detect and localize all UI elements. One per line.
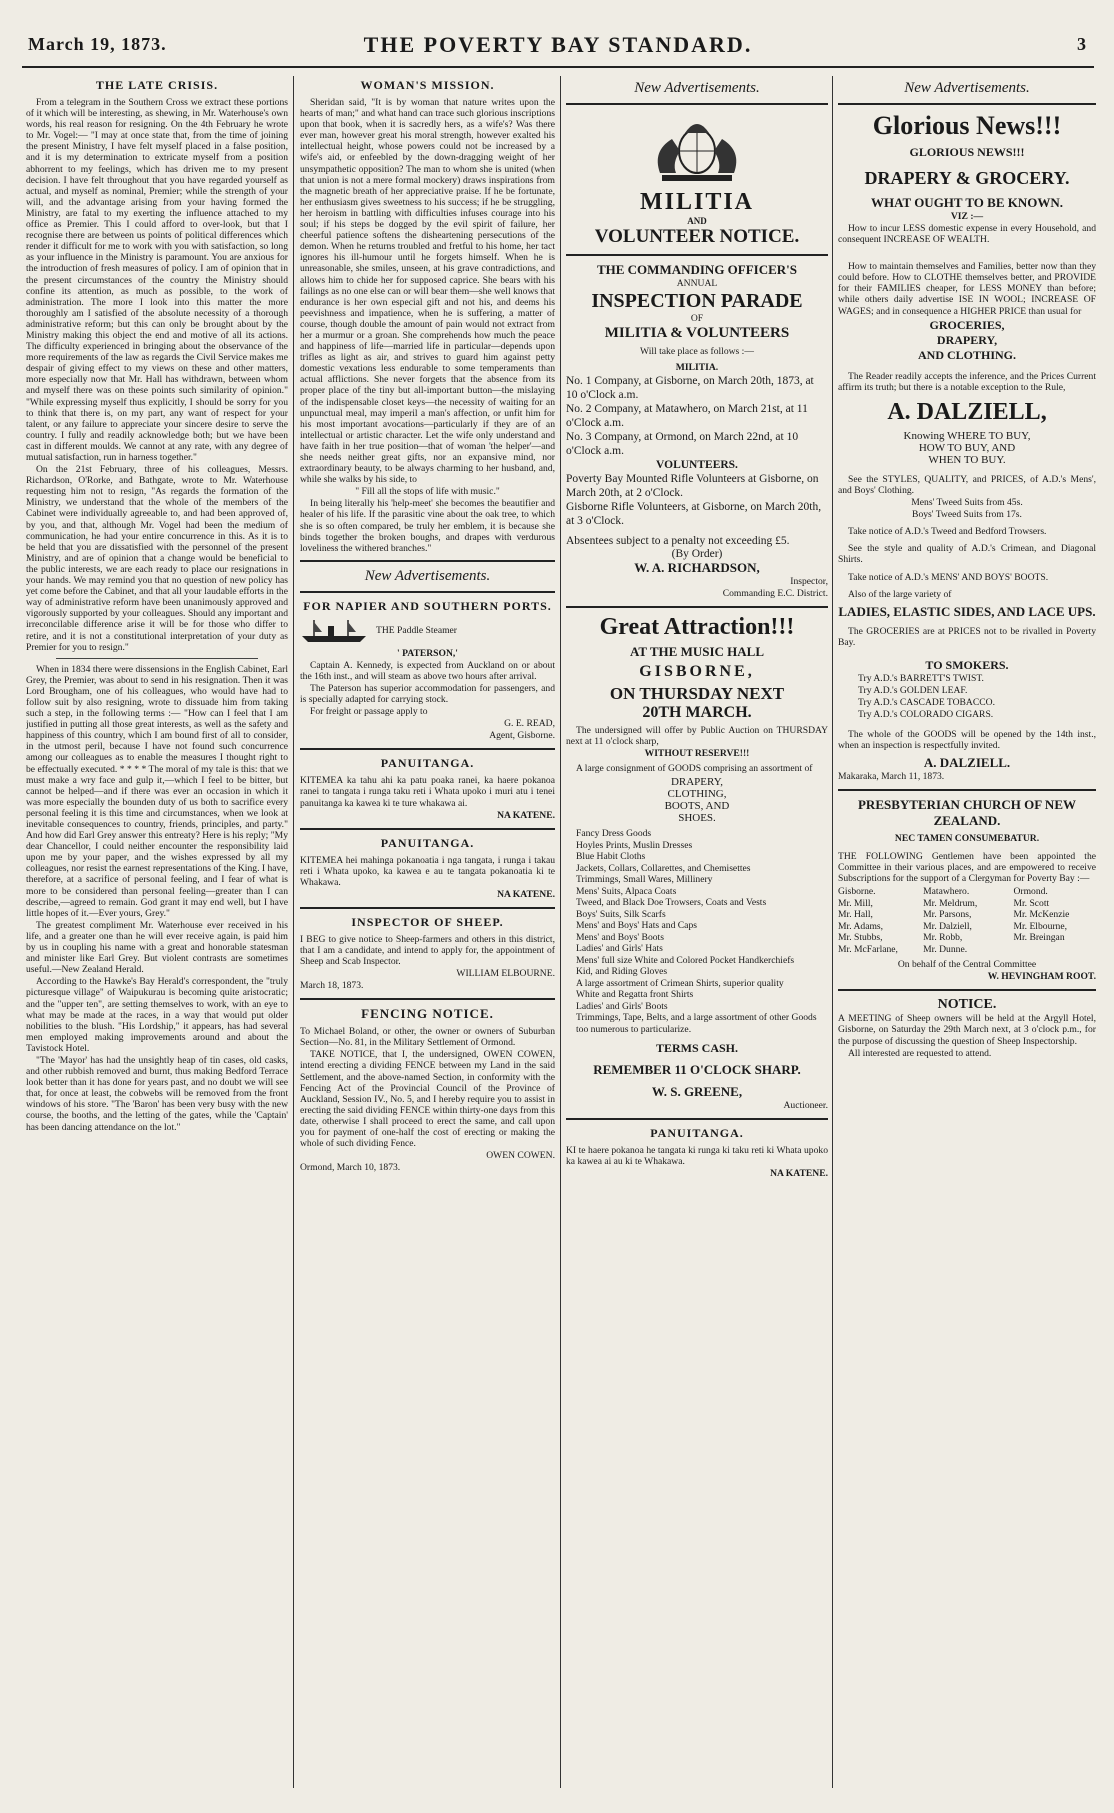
- ad-text: ON THURSDAY NEXT: [609, 684, 785, 703]
- ad-body: [300, 1026, 555, 1149]
- paragraph: See the STYLES, QUALITY, and PRICES, of A.D.'s Mens', and Boys' Clothing.: [838, 473, 1096, 496]
- paragraph: The Paterson has superior accommodation for passengers, and is specially adapted for carrying stock.: [300, 683, 555, 706]
- newspaper-title: THE POVERTY BAY STANDARD.: [363, 32, 753, 57]
- paragraph: KITEMEA hei mahinga pokanoatia i nga tangata, i runga i takau reti i Whata upoko, ka kawea e au te tangata pokanoatia ki te Whakawa.: [300, 854, 555, 888]
- divider: [566, 606, 828, 608]
- paragraph: See the style and quality of A.D.'s Crimean, and Diagonal Shirts.: [838, 543, 1096, 566]
- royal-coat-of-arms-icon: [642, 111, 752, 185]
- divider: [300, 748, 555, 750]
- committee-member: Mr. Dunne.: [923, 943, 968, 955]
- ad-text: (By Order): [671, 548, 723, 560]
- paragraph: For freight or passage apply to: [310, 706, 428, 718]
- list-item: Ladies' and Girls' Hats: [576, 943, 663, 955]
- section-heading: New Advertisements.: [904, 80, 1030, 96]
- ad-text: GISBORNE,: [639, 663, 755, 680]
- ad-text: On behalf of the Central Committee: [897, 959, 1037, 971]
- paragraph: On the 21st February, three of his colleagues, Messrs. Richardson, O'Rorke, and Bathgate, wrote to Mr. Waterhouse requesting him not to resign, "As regards the formation of the Ministry, we understand that the whole of the members of the Cabinet were individually agreeable to, and had been approved of, by you, and that, although Mr. Vogel had been the medium of communication, he had your entire concurrence in this. As it is to be held that you are dissatisfied with the personnel of the present Ministry, and are of opinion that a change would be beneficial to the public interests, we are each ready to place our resignations in your hands. We may remind you that no question of new policy has yet come before the Cabinet, and that all your laudable efforts in the way of administrative reform have been unanimously approved and vigorously supported by your colleagues. Should any important and irreconcilable difference arise it will be for those who differ to retire, and it is not a constitutional interpretation of your duty as Premier for you to resign.": [26, 464, 288, 653]
- column-rule: [560, 76, 561, 1788]
- ad-text: WHAT OUGHT TO BE KNOWN.: [870, 195, 1064, 210]
- committee-member: Mr. Robb,: [923, 932, 963, 944]
- ad-signature: G. E. READ,: [504, 718, 555, 730]
- ad-text: GROCERIES,: [929, 317, 1005, 332]
- ad-body: [838, 851, 1096, 884]
- paragraph: In being literally his 'help-meet' she becomes the beautifier and healer of his life. If the parasitic vine about the oak tree, to which she is so often compared, be truly her emblem, it is because she binds together the broken boughs, and drapes with verdurous loveliness the withered branches.": [300, 498, 555, 554]
- ad-text: BOOTS, AND: [664, 800, 730, 813]
- list-item: Boys' Suits, Silk Scarfs: [576, 908, 666, 920]
- ad-subheading: VOLUNTEERS.: [656, 459, 738, 471]
- divider: [566, 103, 828, 105]
- ad-signature: Agent, Gisborne.: [489, 730, 555, 742]
- ad-signature: NA KATENE.: [770, 1168, 828, 1180]
- ad-text: Will take place as follows :—: [640, 346, 754, 357]
- paragraph: Also of the large variety of: [848, 588, 952, 600]
- divider: [838, 789, 1096, 791]
- list-item: Tweed, and Black Doe Trowsers, Coats and Vests: [576, 897, 767, 909]
- list-item: Mens' and Boys' Boots: [576, 931, 664, 943]
- column-4: [838, 76, 1096, 1794]
- volunteer-notice-title: VOLUNTEER NOTICE.: [594, 226, 800, 247]
- ad-signature: W. HEVINGHAM ROOT.: [987, 971, 1096, 983]
- committee-member: Mr. Meldrum,: [923, 897, 978, 909]
- paragraph: THE FOLLOWING Gentlemen have been appointed the Committee in their various places, and are empowered to receive Subscriptions for the support of a Clergyman for Poverty Bay :—: [838, 851, 1096, 885]
- ad-heading-inspector: INSPECTOR OF SHEEP.: [351, 914, 504, 929]
- paragraph: TAKE NOTICE, that I, the undersigned, OWEN COWEN, intend erecting a dividing FENCE between my Land in the said Settlement, and the above-named Section, in conformity with the Fencing Act of the Provincial Council of the Province of Auckland, Session IV., No. 5, and I hereby require you to assist in erecting the said dividing FENCE within thirty-one days from this date, otherwise I shall proceed to erect the same, and call upon you for payment of one-half the cost of erecting or making the whole of such dividing Fence.: [300, 1049, 555, 1150]
- paragraph: All interested are requested to attend.: [848, 1047, 992, 1059]
- steamer-icon: [300, 618, 370, 644]
- great-attraction-title: Great Attraction!!!: [599, 614, 795, 640]
- ad-text: HOW TO BUY, AND: [918, 441, 1016, 454]
- steamer-name: ' PATERSON,': [397, 647, 458, 659]
- verse: " Fill all the stops of life with music.": [355, 486, 500, 498]
- divider: [56, 658, 258, 659]
- committee-column: [923, 886, 1011, 955]
- list-item: Ladies' and Girls' Boots: [576, 1000, 668, 1012]
- ad-text: CLOTHING,: [667, 788, 727, 801]
- ad-body: [300, 855, 555, 888]
- list-item: Trimmings, Small Wares, Millinery: [576, 874, 713, 886]
- paragraph: From a telegram in the Southern Cross we extract these portions of it which will be interesting, as shewing, in Mr. Waterhouse's own words, his real reason for resigning. On the 4th February he wrote to Mr. Vogel:— "I may at once state that, from the time of joining the present Ministry, I have felt myself placed in a false position, and it is my determination to extricate myself from a position abhorrent to my feelings, which has driven me to my present decision. I have felt throughout that you have regarded yourself as actual, and myself as nominal, Premier; while the strength of your will, and the advantage arising from your having formed the Ministry, are fatal to my exerting the influence attached to my office as Premier. This I could afford to over-look, but that I recognise there are between us points of political differences which render it difficult for me to work with you with satisfaction, so long as your influence in the Ministry is paramount. You are anxious for the introduction of fresh measures of policy. I am of opinion that in the present circumstances of the country the Ministry should confine its attention, as much as possible, to the work of administration. The more I look into this matter the more thoroughly am I satisfied of the absolute necessity of a thorough administrative reform; but this can only be brought about by the Ministry making this object the end and motive of all its actions. The difficulty experienced in bringing about the observance of the more requirements of the law as regards the Civil Service makes me despair of giving effect to my views on these and other matters, more especially now that Mr. Hall has withdrawn, between whom and myself there was on these points such similarity of opinion." "While expressing myself thus explicitly, I should be sorry for you to think that there is, on my part, any want of respect for your talent, or any failure to appreciate your sincere desire to serve the country. I fully and readily acknowledge both; but we have been cast in different moulds. We cannot at any rate, with any degree of mutual satisfaction, run in harness together.": [26, 97, 288, 463]
- list-item: Blue Habit Cloths: [576, 851, 646, 863]
- committee-table: [838, 886, 1096, 955]
- list-item: Try A.D.'s GOLDEN LEAF.: [858, 684, 968, 696]
- ad-text: VIZ :—: [950, 211, 984, 222]
- schedule-item: Poverty Bay Mounted Rifle Volunteers at Gisborne, on March 20th, at 2 o'Clock.: [566, 473, 819, 499]
- presbyterian-heading: PRESBYTERIAN CHURCH OF NEW ZEALAND.: [857, 797, 1076, 829]
- divider: [300, 591, 555, 593]
- paragraph: Take notice of A.D.'s MENS' AND BOYS' BOOTS.: [848, 571, 1049, 583]
- committee-member: Mr. Elbourne,: [1013, 920, 1068, 932]
- ad-heading-fencing: FENCING NOTICE.: [361, 1006, 494, 1022]
- committee-member: Mr. Parsons,: [923, 909, 972, 921]
- divider: [566, 254, 828, 256]
- column-rule: [293, 76, 294, 1788]
- committee-member: Mr. Scott: [1013, 897, 1050, 909]
- paragraph: A large consignment of GOODS comprising an assortment of: [576, 763, 813, 775]
- paragraph: A MEETING of Sheep owners will be held at the Argyll Hotel, Gisborne, on Saturday the 29th March next, at 3 o'clock p.m., for the purpose of discussing the question of Sheep Inspectorship.: [838, 1013, 1096, 1047]
- ad-subheading: TO SMOKERS.: [925, 657, 1009, 672]
- ad-signature: OWEN COWEN.: [486, 1150, 555, 1162]
- column-1: [26, 76, 288, 1794]
- divider: [300, 998, 555, 1000]
- ad-signature: Inspector,: [790, 576, 828, 587]
- section-heading: New Advertisements.: [364, 567, 491, 584]
- auction-item-list: [566, 828, 828, 1035]
- paragraph: When in 1834 there were dissensions in the English Cabinet, Earl Grey, the Premier, was about to send in his resignation. Then it was Lord Brougham, one of his colleagues, who would have had to follow suit by also resigning, wrote to dissuade him from taking such a step, in the following terms :— "How can I feel that I am justified in putting all those great interests, as well as the safety and happiness of this country, which I am bound first of all to consider, in the utmost peril, because I have not found such concurrence among our colleagues as to enable the measures I thought right to be effectually executed. * * * * The moral of my tale is this: that we must make a wry face and gulp it,—which I feel to be bitter, but cannot be helped—and if there was ever an occasion in which it was more especially the bounden duty of us both to sacrifice every personal feeling it is this time and circumstances, when we look at inevitable consequences to country, friends, principles, and party." And how did Earl Grey answer this entreaty? Here is his reply; "My dear Chancellor, I could neither encounter the responsibility laid upon me by your paper, and the wishes expressed by all my colleagues, nor resist the earnest representations of the King. I have, therefore, at a sacrifice of personal feeling, and I fear of what is more to be considered than personal feeling—greater than I can describe,—agreed to remain. God grant it may end well, but I have little hopes of it.—Ever yours, Grey.": [26, 663, 288, 919]
- column-3: [566, 76, 828, 1794]
- schedule-item: Absentees subject to a penalty not exceeding £5.: [566, 535, 790, 547]
- paragraph: Mens' Tweed Suits from 45s.: [911, 497, 1023, 509]
- ad-signature: Auctioneer.: [783, 1100, 828, 1112]
- schedule-item: No. 3 Company, at Ormond, on March 22nd, at 10 o'Clock a.m.: [566, 431, 799, 457]
- militia-title: MILITIA: [639, 189, 755, 215]
- paragraph: Captain A. Kennedy, is expected from Auckland on or about the 16th inst., and will steam as above two hours after arrival.: [300, 659, 555, 682]
- dalziell-name: A. DALZIELL,: [887, 398, 1047, 425]
- list-item: Mens' and Boys' Hats and Caps: [576, 920, 697, 932]
- ad-body: [566, 1145, 828, 1167]
- ad-heading-panuitanga: PANUITANGA.: [380, 756, 475, 771]
- paragraph: The undersigned will offer by Public Auction on THURSDAY next at 11 o'clock sharp,: [566, 725, 828, 748]
- article-heading-womans-mission: WOMAN'S MISSION.: [360, 78, 495, 92]
- ad-subheading: MILITIA.: [675, 362, 719, 373]
- schedule-item: No. 1 Company, at Gisborne, on March 20th, 1873, at 10 o'Clock a.m.: [566, 375, 814, 401]
- committee-member: Ormond.: [1013, 886, 1048, 898]
- list-item: Fancy Dress Goods: [576, 828, 652, 840]
- issue-date: March 19, 1873.: [28, 34, 167, 54]
- ad-text: WHEN TO BUY.: [928, 453, 1006, 466]
- ad-text: OF: [690, 313, 704, 324]
- paragraph: To Michael Boland, or other, the owner or owners of Suburban Section—No. 81, in the Military Settlement of Ormond.: [300, 1026, 555, 1049]
- ad-signature: NA KATENE.: [497, 888, 555, 900]
- page-number: 3: [1077, 34, 1086, 54]
- ad-body: [838, 1013, 1096, 1058]
- ad-body: [566, 763, 828, 774]
- section-heading: New Advertisements.: [634, 80, 760, 96]
- list-item: Kid, and Riding Gloves: [576, 966, 668, 978]
- paragraph: Boys' Tweed Suits from 17s.: [912, 509, 1022, 521]
- committee-member: Mr. Dalziell,: [923, 920, 972, 932]
- list-item: Try A.D.'s BARRETT'S TWIST.: [858, 672, 984, 684]
- committee-member: Mr. Adams,: [838, 920, 884, 932]
- ad-signature: A. DALZIELL.: [923, 755, 1011, 771]
- divider: [838, 103, 1096, 105]
- list-item: Mens' Suits, Alpaca Coats: [576, 885, 677, 897]
- ad-heading-panuitanga: PANUITANGA.: [380, 835, 475, 850]
- list-item: Mens' full size White and Colored Pocket Handkerchiefs: [576, 954, 795, 966]
- paragraph: According to the Hawke's Bay Herald's correspondent, the "truly picturesque village" of Waipukurau is becoming quite aristocratic; and the "upper ten", are setting themselves to work, with an eye to what may be made at the races, in a way that would put older nobilities to the blush. "His Lordship," it appears, has had several men employed making improvements around and about the Tavistock Hotel.: [26, 976, 288, 1054]
- ad-text: GLORIOUS NEWS!!!: [909, 145, 1025, 159]
- divider: [300, 828, 555, 830]
- ad-text: SHOES.: [678, 812, 716, 825]
- ad-body: [838, 371, 1096, 393]
- list-item: Hoyles Prints, Muslin Dresses: [576, 839, 693, 851]
- paragraph: The GROCERIES are at PRICES not to be rivalled in Poverty Bay.: [838, 625, 1096, 648]
- committee-member: Mr. Stubbs,: [838, 932, 883, 944]
- committee-member: Gisborne.: [838, 886, 876, 898]
- ad-text: THE Paddle Steamer: [376, 624, 457, 636]
- steamer-ad-top: [300, 618, 555, 644]
- list-item: A large assortment of Crimean Shirts, superior quality: [576, 977, 784, 989]
- divider: [300, 907, 555, 909]
- ad-signature: NA KATENE.: [497, 809, 555, 821]
- ad-text: REMEMBER 11 O'CLOCK SHARP.: [593, 1062, 801, 1078]
- ad-body: [838, 626, 1096, 648]
- article-heading-late-crisis: THE LATE CRISIS.: [95, 78, 219, 92]
- ad-body: [838, 474, 1096, 600]
- ad-text: DRAPERY,: [670, 776, 724, 789]
- ad-signature: WILLIAM ELBOURNE.: [456, 968, 555, 980]
- paragraph: The Reader readily accepts the inference, and the Prices Current affirm its truth; but there is a notable exception to the Rule,: [838, 370, 1096, 393]
- committee-member: Matawhero.: [923, 886, 970, 898]
- paragraph: How to maintain themselves and Families, better now than they could before. How to CLOTHE themselves better, and PROVIDE for their FAMILIES cheaper, for LESS MONEY than before; while others daily advertise ISE IN WOOL; INCREASE OF WAGES; and in consequence a HIGHER PRICE than usual for: [838, 261, 1096, 317]
- committee-column: [838, 886, 921, 955]
- schedule-item: Gisborne Rifle Volunteers, at Gisborne, on March 20th, at 3 o'Clock.: [566, 501, 822, 527]
- committee-member: Mr. McKenzie: [1013, 909, 1070, 921]
- parade-schedule: [566, 374, 828, 548]
- ad-body: [300, 775, 555, 808]
- paragraph: KITEMEA ka tahu ahi ka patu poaka ranei, ka haere pokanoa ranei to tangata i runga taku reti i Whata upoko i muri atu i tenei panuitanga ka kawea ki te ture whakawa ai.: [300, 775, 555, 809]
- ad-body: [300, 660, 555, 717]
- paragraph: The whole of the GOODS will be opened by the 14th inst., when an inspection is respectfully invited.: [838, 728, 1096, 751]
- committee-column: [1013, 886, 1096, 955]
- glorious-news-title: Glorious News!!!: [872, 111, 1062, 140]
- list-item: Try A.D.'s CASCADE TOBACCO.: [858, 696, 995, 708]
- column-rule: [832, 76, 833, 1788]
- ad-text: MILITIA & VOLUNTEERS: [604, 325, 790, 341]
- paragraph: KI te haere pokanoa he tangata ki runga ki taku reti ki Whata upoko ka kawea ai au ki te Whakawa.: [566, 1145, 828, 1168]
- paragraph: "The 'Mayor' has had the unsightly heap of tin cases, old casks, and other rubbish removed and burnt, thus making Bedford Terrace look better than it has done for years past, and no doubt we will see that, for once at least, the cobwebs will be removed from the front windows of his store. "The 'Baron' has been very busy with the new course, the booths, and the letting of the gates, while the 'Captain' has been dancing attendance on the lot.": [26, 1054, 288, 1133]
- ad-text: AND CLOTHING.: [917, 347, 1016, 362]
- ad-text: TERMS CASH.: [655, 1041, 738, 1056]
- inspection-parade-title: INSPECTION PARADE: [591, 290, 803, 312]
- ad-signature: W. A. RICHARDSON,: [634, 560, 760, 575]
- ad-date: March 18, 1873.: [300, 980, 364, 992]
- list-item: White and Regatta front Shirts: [576, 989, 694, 1001]
- ad-text: LADIES, ELASTIC SIDES, AND LACE UPS.: [838, 603, 1096, 619]
- ad-signature: Commanding E.C. District.: [722, 588, 828, 599]
- notice-heading: NOTICE.: [937, 997, 997, 1013]
- tobacco-list: [838, 673, 1096, 721]
- list-item: Try A.D.'s COLORADO CIGARS.: [858, 708, 994, 720]
- ad-body: [838, 223, 1096, 317]
- masthead: [22, 28, 1094, 68]
- ad-body: [838, 729, 1096, 751]
- divider: [566, 1118, 828, 1120]
- ad-text: AT THE MUSIC HALL: [629, 644, 764, 659]
- divider: [838, 989, 1096, 991]
- committee-member: Mr. Mill,: [838, 897, 873, 909]
- paragraph: How to incur LESS domestic expense in every Household, and consequent INCREASE OF WEALTH.: [838, 223, 1096, 246]
- ad-signature: W. S. GREENE,: [651, 1084, 743, 1100]
- divider: [300, 560, 555, 562]
- ad-date: Makaraka, March 11, 1873.: [838, 771, 945, 783]
- article-body: [26, 97, 288, 1133]
- ad-text: 20TH MARCH.: [642, 704, 752, 721]
- ad-body: [300, 934, 555, 967]
- paragraph: Take notice of A.D.'s Tweed and Bedford Trowsers.: [848, 526, 1047, 538]
- ad-heading-panuitanga: PANUITANGA.: [650, 1126, 744, 1141]
- paragraph: The greatest compliment Mr. Waterhouse ever received in his life, and a greater one than he will ever receive again, is paid him by us in coupling his name with a great and honorable statesman and minister like Earl Grey. But violent contrasts are sometimes useful.—New Zealand Herald.: [26, 919, 288, 976]
- ad-text: ANNUAL: [676, 278, 718, 289]
- list-item: Trimmings, Tape, Belts, and a large assortment of other Goods too numerous to particularize.: [576, 1012, 817, 1035]
- committee-member: Mr. Breingan: [1013, 932, 1065, 944]
- ad-text: DRAPERY,: [936, 332, 998, 347]
- committee-member: Mr. McFarlane,: [838, 943, 898, 955]
- ad-text: Knowing WHERE TO BUY,: [903, 429, 1031, 442]
- ad-text: AND: [687, 216, 707, 226]
- ad-text: THE COMMANDING OFFICER'S: [596, 262, 798, 277]
- ad-body: [566, 725, 828, 747]
- schedule-item: No. 2 Company, at Matawhero, on March 21st, at 11 o'Clock a.m.: [566, 403, 808, 429]
- ad-date: Ormond, March 10, 1873.: [300, 1162, 401, 1174]
- church-motto: NEC TAMEN CONSUMEBATUR.: [894, 833, 1040, 845]
- ad-text: WITHOUT RESERVE!!!: [644, 748, 750, 760]
- drapery-grocery-title: DRAPERY & GROCERY.: [864, 168, 1070, 188]
- paragraph: I BEG to give notice to Sheep-farmers and others in this district, that I am a candidate, and intend to apply for, the appointment of Sheep and Scab Inspector.: [300, 933, 555, 968]
- article-body: [300, 97, 555, 554]
- column-2: [300, 76, 555, 1794]
- committee-member: Mr. Hall,: [838, 909, 873, 921]
- ad-heading-napier: FOR NAPIER AND SOUTHERN PORTS.: [303, 598, 552, 613]
- list-item: Jackets, Collars, Collarettes, and Chemisettes: [576, 862, 751, 874]
- paragraph: Sheridan said, "It is by woman that nature writes upon the hearts of man;" and what hand can trace such glorious inscriptions upon that book, when it is sacredly hers, as a wife's? Was there ever man, however great his moral strength, however exalted his intellectual height, whose powers could not be increased by a wife's aid, or enfeebled by the down-dragging weight of her unsympathetic opposition? The man to whom she is united (when that union is not a mere formal mockery) draws inspirations from the magnetic breath of her appreciative praise. If he be fortunate, her enthusiasm gives sweetness to his success; if he be struggling, her heroism in battling with difficulties infuses courage into his soul; if his steps be dogged by the evil spirit of failure, her cheerful patience softens the disheartening persecutions of the demon. When he returns troubled and fretful to his home, her tact ignores his ill-humour until he forgets himself. When he is unreasonable, she smiles, unseen, at his grave contradictions, and allows him to chide her for supposed caprice. She bears with his failings as no one else can or will bear them—she well knows that endurance is her own especial gift and not his, and deems his peevishness and impatience, when he is suffering, a matter of course, though double the amount of pain would not extract from her a murmur or a groan. She comprehends how much the peace and happiness of life—married life in particular—depends upon trifles as light as air, and strives to guard him against petty domestic vexations less endurable to some temperaments than actual afflictions. She never forgets that the absence from its proper place of the tiny but all-important button—the mislaying of the indispensable closet keys—the necessity of waiting for an unpunctual meal, may imperil a man's affection, or unfit him for his most important avocations—particularly if they are of an intellectual or artistic character. Let the wife only understand and have faith in her true position—that of woman 'the helper'—and she needs neither great gifts, nor an expansive mind, nor extraordinary beauty, to be always charming to her husband, and, while she walks by his side, to: [300, 97, 555, 486]
